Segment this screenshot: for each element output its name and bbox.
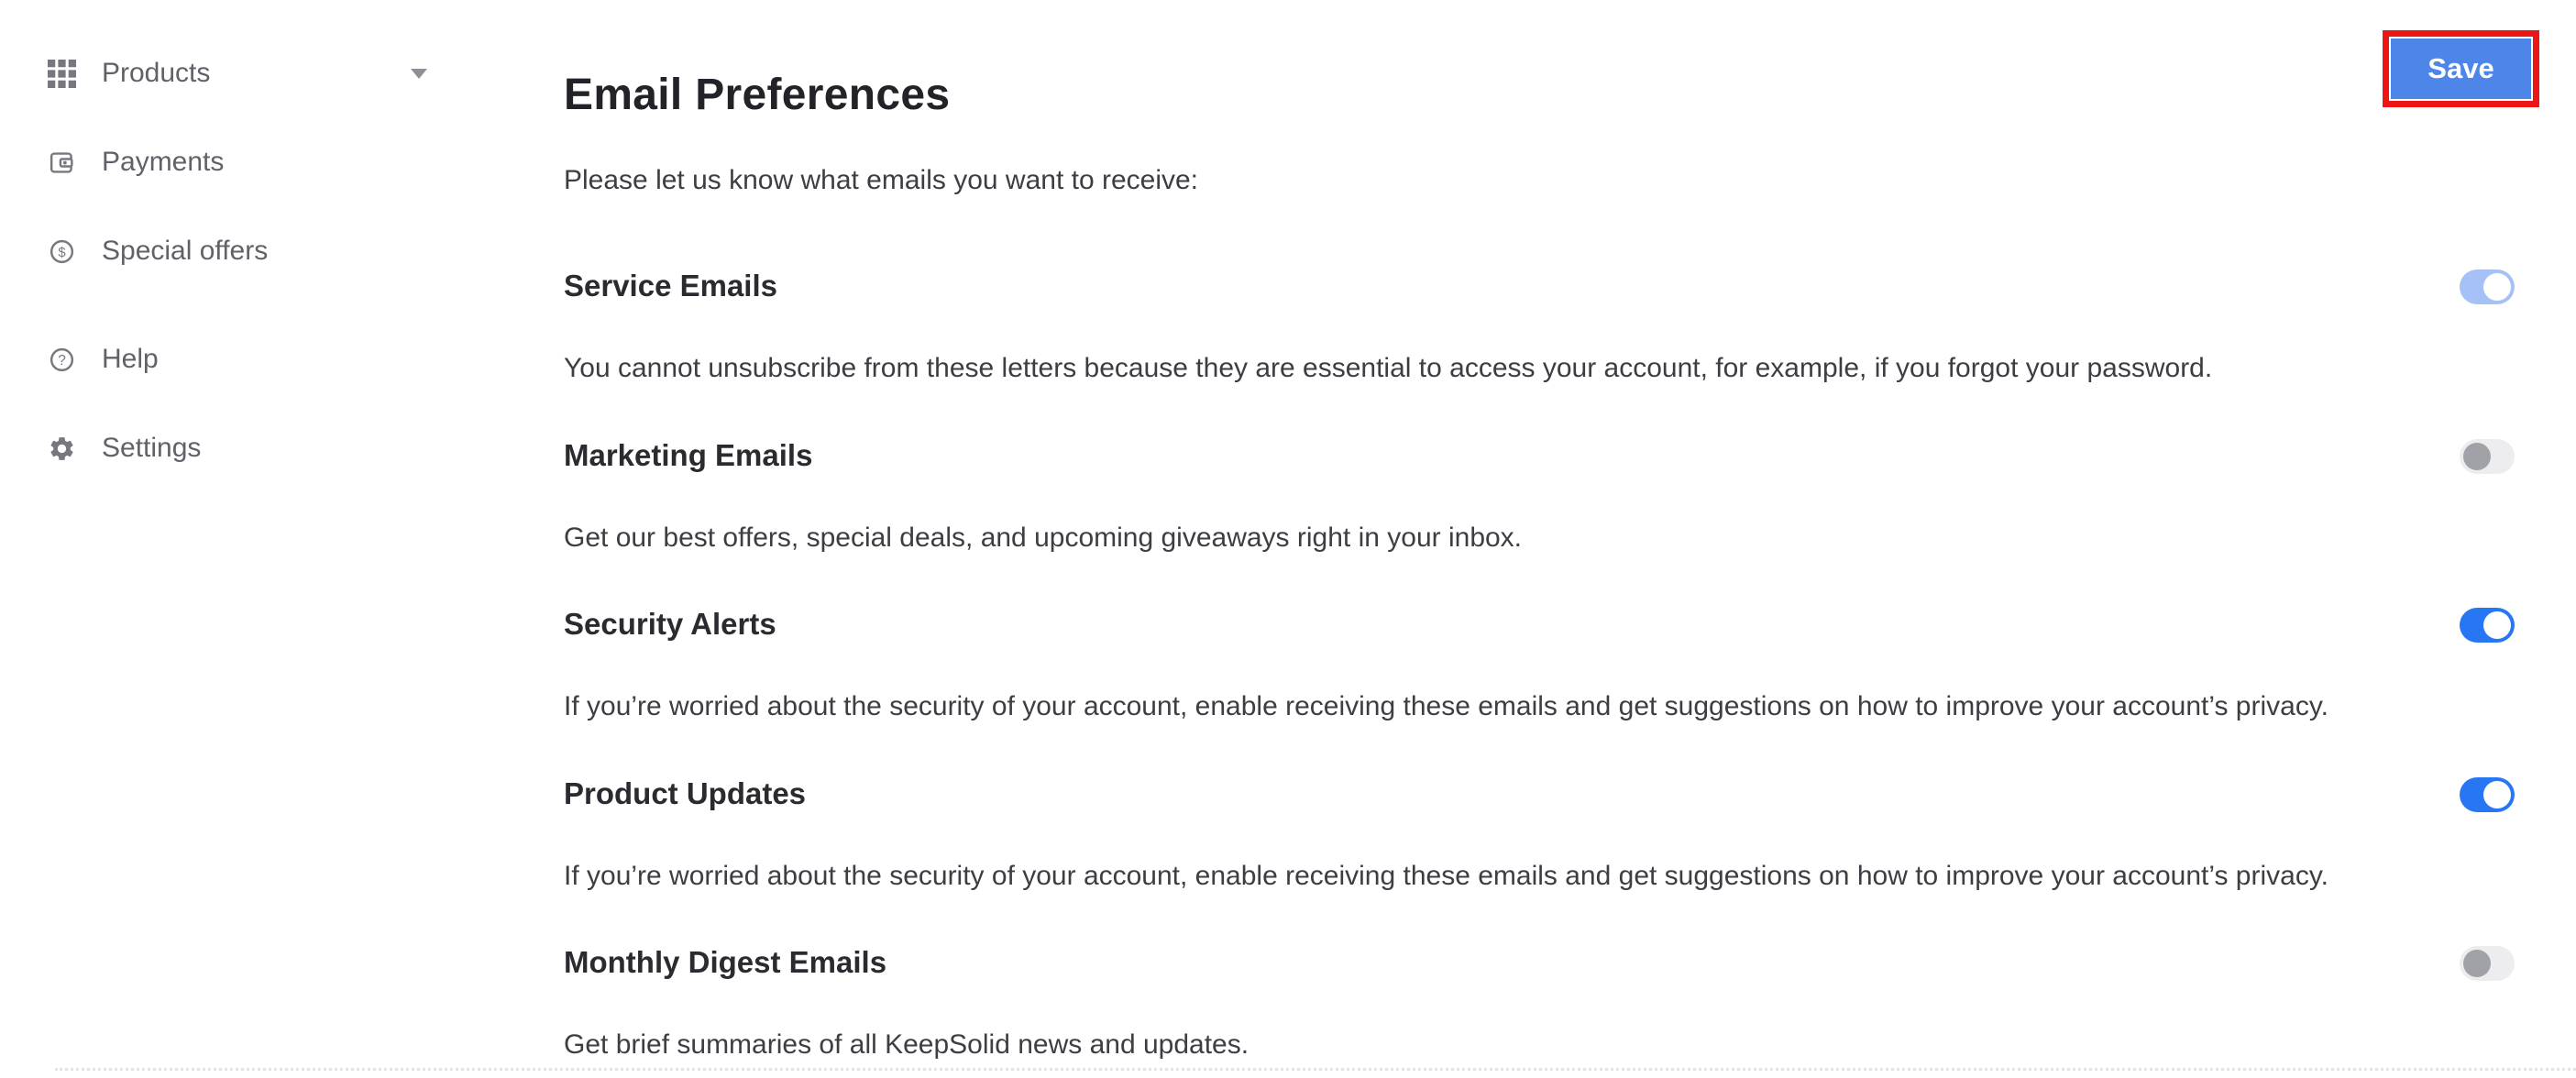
preference-name: Security Alerts — [564, 607, 776, 641]
toggle-knob — [2463, 950, 2491, 977]
dollar-circle-icon — [48, 237, 76, 266]
preference-name: Marketing Emails — [564, 438, 813, 472]
sidebar-item-settings[interactable] — [48, 428, 469, 468]
preference-description: Get our best offers, special deals, and upcoming giveaways right in your inbox. — [564, 522, 1523, 553]
preference-description: If you’re worried about the security of your account, enable receiving these emails and get suggestions on how to improve your account’s privacy. — [564, 861, 2328, 891]
preference-row-product-updates — [564, 776, 2576, 914]
svg-text:?: ? — [58, 352, 66, 368]
toggle-knob — [2483, 781, 2511, 808]
cutoff-section-divider — [55, 1068, 2576, 1071]
sidebar-item-label: Special offers — [102, 236, 269, 266]
sidebar-item-label: Products — [102, 58, 211, 88]
question-circle-icon — [48, 346, 76, 374]
security-alerts-toggle[interactable] — [2460, 608, 2515, 643]
sidebar-item-label: Settings — [102, 433, 202, 463]
svg-text:$: $ — [58, 245, 66, 260]
monthly-digest-toggle[interactable] — [2460, 946, 2515, 981]
preference-description: If you’re worried about the security of your account, enable receiving these emails and get suggestions on how to improve your account’s privacy. — [564, 691, 2328, 721]
product-updates-toggle[interactable] — [2460, 777, 2515, 812]
save-button-highlight — [2383, 30, 2539, 107]
preference-name: Monthly Digest Emails — [564, 945, 887, 979]
preference-name: Service Emails — [564, 269, 777, 302]
sidebar-item-special-offers[interactable] — [48, 231, 469, 271]
marketing-emails-toggle[interactable] — [2460, 439, 2515, 474]
sidebar-item-payments[interactable] — [48, 142, 469, 182]
service-emails-toggle[interactable] — [2460, 270, 2515, 304]
sidebar-item-help[interactable] — [48, 339, 469, 380]
save-button[interactable]: Save — [2391, 38, 2531, 99]
page-subtitle: Please let us know what emails you want to receive: — [564, 165, 1199, 195]
sidebar-item-products[interactable] — [48, 53, 469, 94]
wallet-icon — [48, 148, 76, 177]
preference-row-monthly-digest — [564, 945, 2576, 1078]
page-title: Email Preferences — [564, 71, 951, 120]
sidebar-item-label: Help — [102, 344, 159, 374]
sidebar-item-label: Payments — [102, 147, 225, 177]
toggle-knob — [2483, 273, 2511, 301]
preference-name: Product Updates — [564, 776, 807, 810]
preference-description: You cannot unsubscribe from these letters because they are essential to access your account, for example, if you forgot your password. — [564, 353, 2213, 383]
preference-row-marketing-emails — [564, 438, 2576, 576]
grid-icon — [48, 60, 76, 88]
toggle-knob — [2463, 443, 2491, 470]
preference-row-service-emails — [564, 269, 2576, 406]
chevron-down-icon — [411, 69, 427, 79]
gear-icon — [48, 434, 76, 463]
preference-description: Get brief summaries of all KeepSolid news and updates. — [564, 1029, 1249, 1060]
preference-row-security-alerts — [564, 607, 2576, 744]
toggle-knob — [2483, 611, 2511, 639]
